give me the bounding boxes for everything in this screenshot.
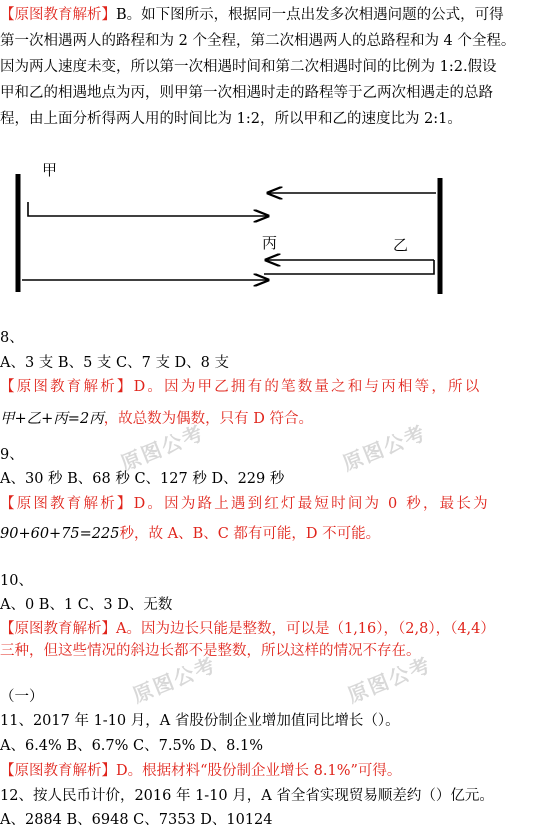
question-number: 9、: [0, 447, 24, 463]
explanation-line: 甲和乙的相遇地点为丙，则甲第一次相遇时走的路程等于乙两次相遇走的总路: [0, 85, 493, 101]
analysis-tag: 【原图教育解析】: [0, 379, 134, 395]
label-bing: 丙: [262, 234, 278, 252]
question-options: A、0 B、1 C、3 D、无数: [0, 597, 173, 613]
question-options: A、3 支 B、5 支 C、7 支 D、8 支: [0, 355, 230, 371]
watermark: 原图公考: [344, 652, 435, 708]
question-stem: 11、2017 年 1-10 月，A 省股份制企业增加值同比增长（）。: [0, 713, 400, 729]
explanation-line: 程，由上面分析得两人用的时间比为 1:2，所以甲和乙的速度比为 2:1。: [0, 111, 462, 127]
answer-line: 【原图教育解析】D。根据材料“股份制企业增长 8.1%”可得。: [0, 763, 402, 779]
question-number: 10、: [0, 573, 33, 589]
explanation-line: 因为两人速度未变，所以第一次相遇时间和第二次相遇时间的比例为 1:2.假设: [0, 59, 497, 75]
question-options: A、6.4% B、6.7% C、7.5% D、8.1%: [0, 738, 264, 754]
label-yi: 乙: [393, 236, 409, 254]
formula: 90+60+75=225: [0, 526, 120, 542]
question-options: A、30 秒 B、68 秒 C、127 秒 D、229 秒: [0, 471, 285, 487]
answer-line: 甲+乙+丙=2丙，故总数为偶数，只有 D 符合。: [0, 411, 314, 427]
meeting-diagram: [0, 150, 559, 300]
watermark: 原图公考: [339, 420, 430, 476]
question-stem: 12、按人民币计价，2016 年 1-10 月，A 省全省实现贸易顺差约（）亿元。: [0, 788, 494, 804]
answer-line: 【原图教育解析】D。因为路上遇到红灯最短时间为 0 秒，最长为: [0, 496, 490, 512]
answer-line: 【原图教育解析】D。因为甲乙拥有的笔数量之和与丙相等，所以: [0, 379, 482, 395]
analysis-tag: 【原图教育解析】: [0, 763, 116, 779]
analysis-tag: 【原图教育解析】: [0, 621, 116, 637]
formula: 甲+乙+丙=2丙: [0, 411, 104, 427]
watermark: 原图公考: [129, 652, 220, 708]
label-jia: 甲: [42, 161, 58, 179]
explanation-line: 【原图教育解析】B。如下图所示，根据同一点出发多次相遇问题的公式，可得: [0, 7, 504, 23]
watermark: 原图公考: [117, 420, 208, 476]
section-heading: （一）: [0, 689, 44, 705]
answer-line: 90+60+75=225秒，故 A、B、C 都有可能，D 不可能。: [0, 526, 381, 542]
question-number: 8、: [0, 330, 24, 346]
question-options: A、2884 B、6948 C、7353 D、10124: [0, 812, 273, 828]
answer-line: 三种，但这些情况的斜边长都不是整数，所以这样的情况不存在。: [0, 643, 421, 659]
answer-line: 【原图教育解析】A。因为边长只能是整数，可以是（1,16），（2,8），（4,4）: [0, 621, 495, 637]
explanation-line: 第一次相遇两人的路程和为 2 个全程，第二次相遇两人的总路程和为 4 个全程。: [0, 33, 516, 49]
jia-first-path: [28, 202, 268, 216]
analysis-tag: 【原图教育解析】: [0, 7, 116, 23]
yi-second-path: [264, 260, 434, 274]
analysis-tag: 【原图教育解析】: [0, 496, 134, 512]
